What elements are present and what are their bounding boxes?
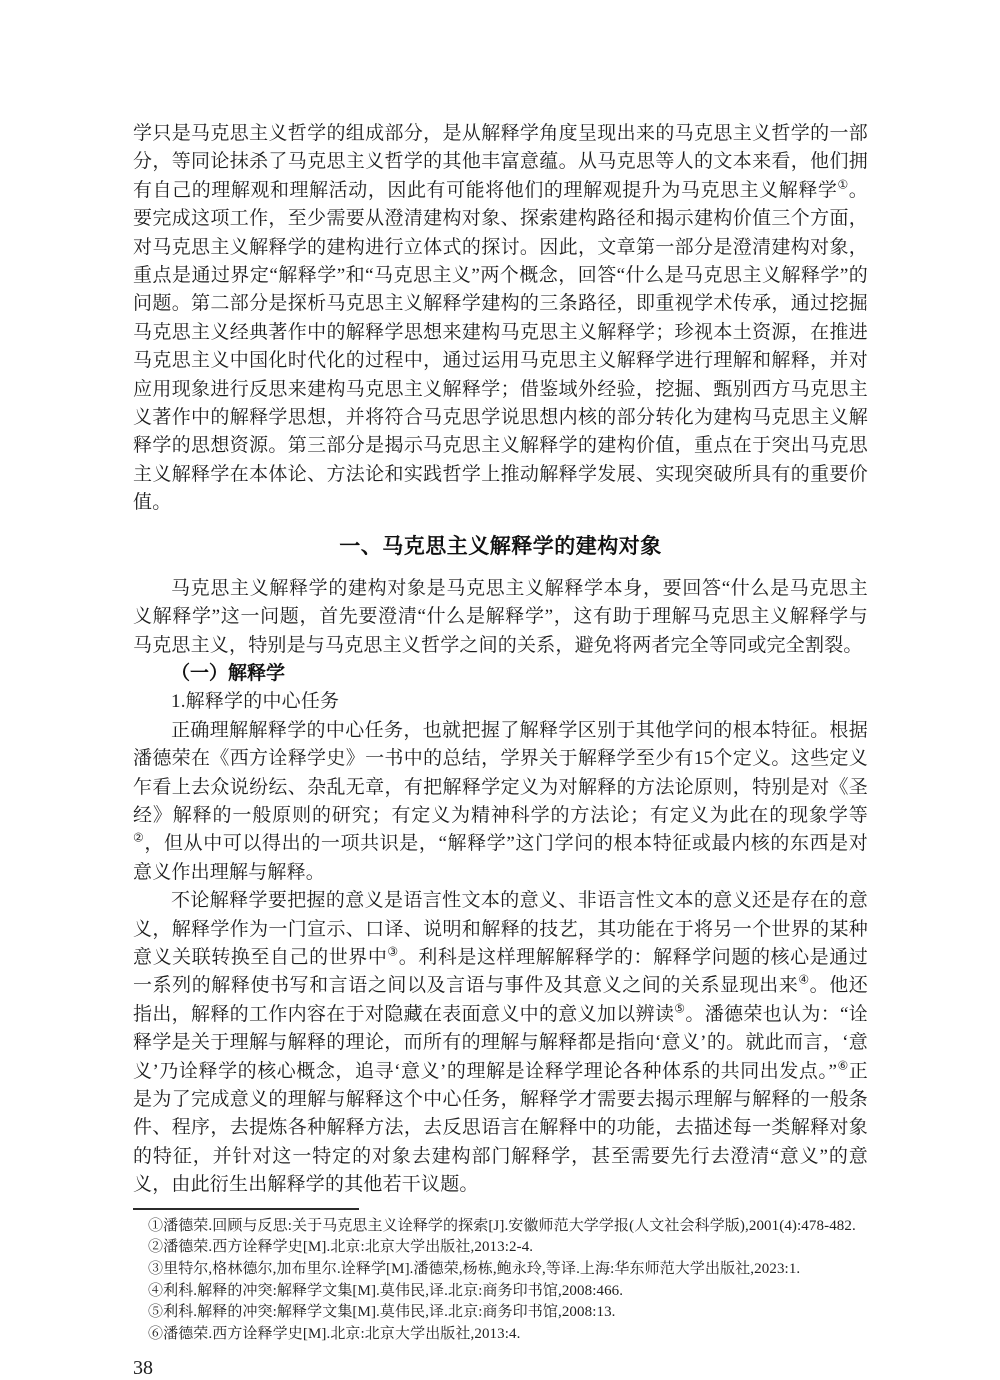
footnote-item: ①潘德荣.回顾与反思:关于马克思主义诠释学的探索[J].安徽师范大学学报(人文社会科学版),2001(4):478-482.: [148, 1217, 856, 1234]
section-heading: 一、马克思主义解释学的建构对象: [339, 534, 662, 558]
body-paragraph-continuation: 学只是马克思主义哲学的组成部分，是从解释学角度呈现出来的马克思主义哲学的一部分，等同论抹杀了马克思主义哲学的其他丰富意蕴。从马克思等人的文本来看，他们拥有自己的理解观和理解活动，因此有可能将他们的理解观提升为马克思主义解释学①。要完成这项工作，至少需要从澄清建构对象、探索建构路径和揭示建构价值三个方面，对马克思主义解释学的建构进行立体式的探讨。因此，文章第一部分是澄清建构对象，重点是通过界定“解释学”和“马克思主义”两个概念，回答“什么是马克思主义解释学”的问题。第二部分是探析马克思主义解释学建构的三条路径，即重视学术传承，通过挖掘马克思主义经典著作中的解释学思想来建构马克思主义解释学；珍视本土资源，在推进马克思主义中国化时代化的过程中，通过运用马克思主义解释学进行理解和解释，并对应用现象进行反思来建构马克思主义解释学；借鉴域外经验，挖掘、甄别西方马克思主义著作中的解释学思想，并将符合马克思学说思想内核的部分转化为建构马克思主义解释学的思想资源。第三部分是揭示马克思主义解释学的建构价值，重点在于突出马克思主义解释学在本体论、方法论和实践哲学上推动解释学发展、实现突破所具有的重要价值。: [133, 123, 868, 514]
footnotes-list: [133, 1216, 868, 1346]
point-heading: 1.解释学的中心任务: [171, 691, 340, 713]
footnote-item: ④利科.解释的冲突:解释学文集[M].莫伟民,译.北京:商务印书馆,2008:466.: [148, 1282, 624, 1299]
section-intro-paragraph: 马克思主义解释学的建构对象是马克思主义解释学本身，要回答“什么是马克思主义解释学”这一问题，首先要澄清“什么是解释学”，这有助于理解马克思主义解释学与马克思主义，特别是与马克思主义哲学之间的关系，避免将两者完全等同或完全割裂。: [133, 577, 868, 656]
article-body: [133, 120, 868, 1380]
footnote-item: ⑥潘德荣.西方诠释学史[M].北京:北京大学出版社,2013:4.: [148, 1326, 521, 1343]
body-paragraph: 不论解释学要把握的意义是语言性文本的意义、非语言性文本的意义还是存在的意义，解释学作为一门宣示、口译、说明和解释的技艺，其功能在于将另一个世界的某种意义关联转换至自己的世界中③。利科是这样理解解释学的：解释学问题的核心是通过一系列的解释使书写和言语之间以及言语与事件及其意义之间的关系显现出来④。他还指出，解释的工作内容在于对隐藏在表面意义中的意义加以辨读⑤。潘德荣也认为：“诠释学是关于理解与解释的理论，而所有的理解与解释都是指向‘意义’的。就此而言，‘意义’乃诠释学的核心概念，追寻‘意义’的理解是诠释学理论各种体系的共同出发点。”⑥正是为了完成意义的理解与解释这个中心任务，解释学才需要去揭示理解与解释的一般条件、程序，去提炼各种解释方法，去反思语言在解释中的功能，去描述每一类解释对象的特征，并针对这一特定的对象去建构部门解释学，甚至需要先行去澄清“意义”的意义，由此衍生出解释学的其他若干议题。: [133, 890, 868, 1196]
footnote-item: ⑤利科.解释的冲突:解释学文集[M].莫伟民,译.北京:商务印书馆,2008:13.: [148, 1304, 616, 1321]
footnote-item: ②潘德荣.西方诠释学史[M].北京:北京大学出版社,2013:2-4.: [148, 1239, 534, 1256]
body-paragraph: 正确理解解释学的中心任务，也就把握了解释学区别于其他学问的根本特征。根据潘德荣在《西方诠释学史》一书中的总结，学界关于解释学至少有15个定义。这些定义乍看上去众说纷纭、杂乱无章，有把解释学定义为对解释的方法论原则，特别是对《圣经》解释的一般原则的研究；有定义为精神科学的方法论；有定义为此在的现象学等②，但从中可以得出的一项共识是，“解释学”这门学问的根本特征或最内核的东西是对意义作出理解与解释。: [133, 719, 868, 883]
footnote-item: ③里特尔,格林德尔,加布里尔.诠释学[M].潘德荣,杨栋,鲍永玲,等译.上海:华东师范大学出版社,2023:1.: [148, 1261, 801, 1278]
footnote-divider: [133, 1208, 359, 1210]
subsection-heading: （一）解释学: [171, 662, 286, 684]
page-number: 38: [133, 1356, 153, 1379]
